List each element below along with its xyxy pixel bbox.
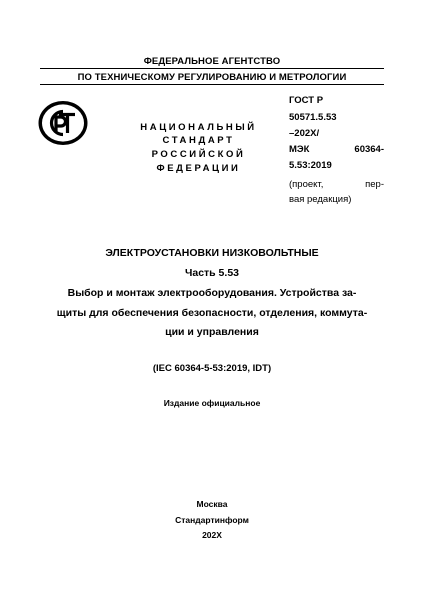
designation-line1: ГОСТ Р bbox=[289, 95, 324, 106]
agency-name-line2: ПО ТЕХНИЧЕСКОМУ РЕГУЛИРОВАНИЮ И МЕТРОЛОГИИ bbox=[77, 72, 347, 83]
agency-name-line1: ФЕДЕРАЛЬНОЕ АГЕНТСТВО bbox=[143, 56, 281, 67]
edition-label: Издание официальное bbox=[163, 398, 261, 408]
document-subtitle-line2: щиты для обеспечения безопасности, отделения, коммута- bbox=[56, 307, 368, 319]
header-divider-top bbox=[40, 68, 384, 69]
gost-r-seal-graphic bbox=[37, 97, 89, 149]
national-standard-line4: ФЕДЕРАЦИИ bbox=[156, 163, 241, 174]
designation-line4: МЭК 60364- bbox=[289, 144, 384, 155]
designation-line6: (проект, пер- bbox=[289, 179, 384, 190]
national-standard-line1: НАЦИОНАЛЬНЫЙ bbox=[140, 122, 257, 133]
designation-line7: вая редакция) bbox=[289, 194, 352, 205]
gost-r-seal-icon bbox=[37, 97, 89, 149]
national-standard-line3: РОССИЙСКОЙ bbox=[151, 149, 246, 160]
document-subtitle-line1: Выбор и монтаж электрооборудования. Устройства за- bbox=[67, 287, 357, 299]
designation-line3: –202Х/ bbox=[289, 128, 320, 139]
document-part: Часть 5.53 bbox=[184, 267, 239, 279]
document-title: ЭЛЕКТРОУСТАНОВКИ НИЗКОВОЛЬТНЫЕ bbox=[105, 247, 319, 259]
imprint-publisher: Стандартинформ bbox=[175, 515, 249, 525]
national-standard-line2: СТАНДАРТ bbox=[162, 135, 235, 146]
imprint-year: 202Х bbox=[202, 530, 222, 540]
imprint-city: Москва bbox=[196, 499, 228, 509]
designation-line5: 5.53:2019 bbox=[289, 160, 332, 171]
document-subtitle-line3: ции и управления bbox=[165, 326, 259, 338]
header-divider-bottom bbox=[40, 84, 384, 85]
designation-line2: 50571.5.53 bbox=[289, 112, 337, 123]
iec-reference: (IEC 60364-5-53:2019, IDT) bbox=[152, 363, 272, 374]
